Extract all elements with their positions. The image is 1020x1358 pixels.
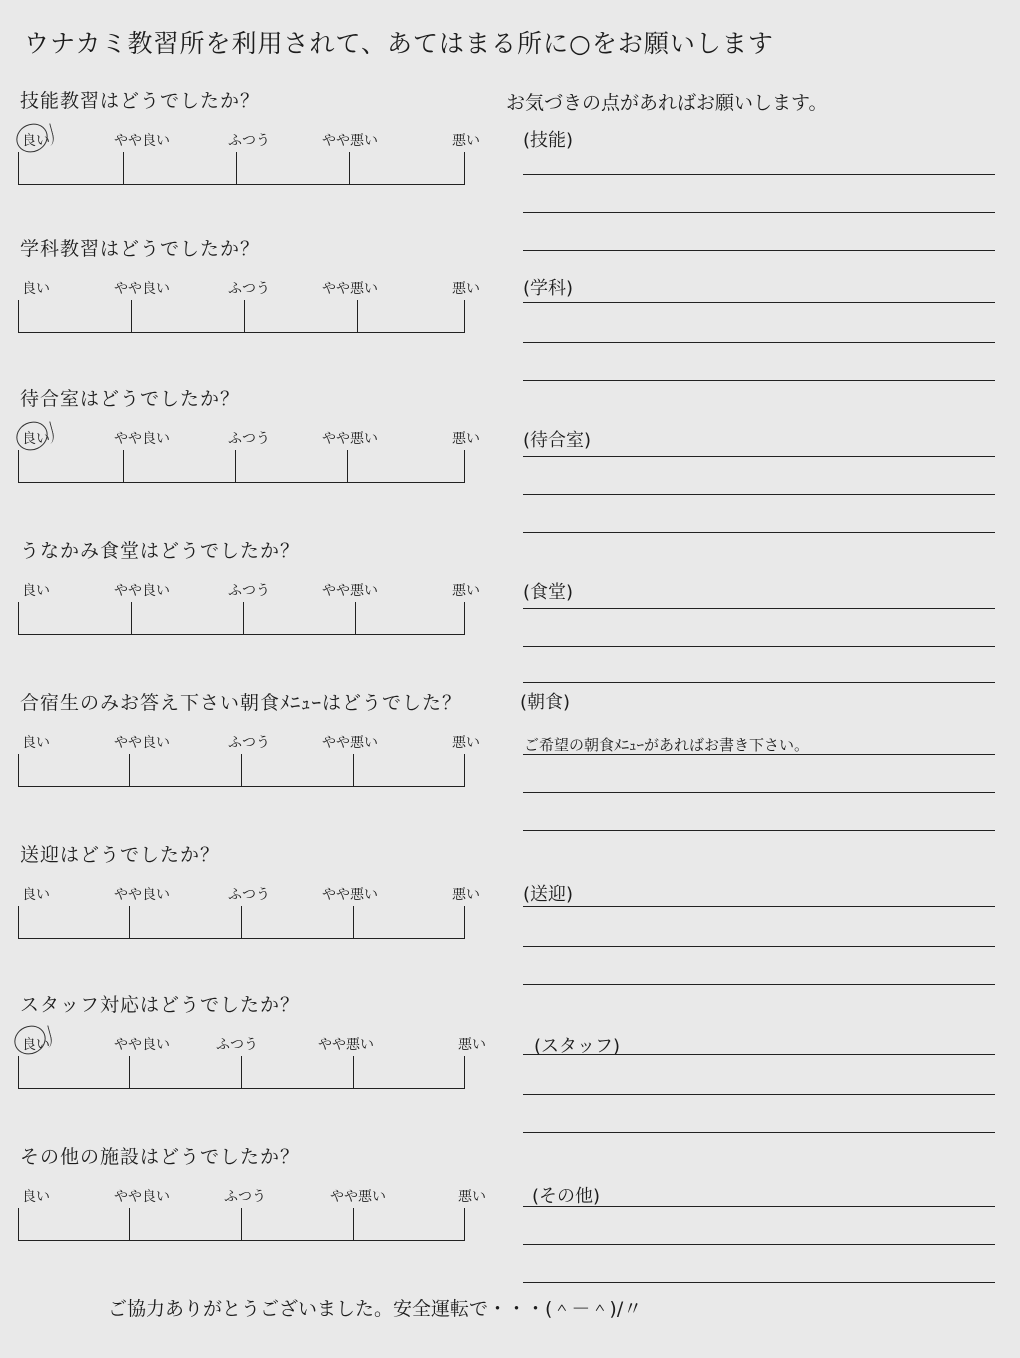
- rating-divider: [131, 300, 132, 332]
- rating-divider: [349, 152, 350, 184]
- footer-thanks: ご協力ありがとうございました。安全運転で・・・(＾－＾)/〃: [108, 1298, 643, 1320]
- rating-divider: [129, 906, 130, 938]
- comment-line[interactable]: [523, 250, 995, 251]
- rating-scale: [18, 130, 480, 186]
- question-text: 待合室はどうでしたか？: [20, 388, 241, 410]
- rating-label: 良い: [22, 281, 50, 297]
- comment-line[interactable]: [523, 380, 995, 381]
- comment-line[interactable]: [523, 212, 995, 213]
- rating-label: 良い: [22, 1189, 50, 1205]
- comment-line[interactable]: [523, 1094, 995, 1095]
- comment-line[interactable]: [523, 608, 995, 609]
- comment-line[interactable]: [523, 682, 995, 683]
- rating-label: 良い: [22, 583, 50, 599]
- rating-boxes[interactable]: [18, 1208, 465, 1241]
- rating-label: やや良い: [114, 887, 170, 903]
- rating-label: やや良い: [114, 735, 170, 751]
- rating-divider: [241, 1208, 242, 1240]
- rating-divider: [357, 300, 358, 332]
- comment-line[interactable]: [523, 494, 995, 495]
- comment-category: (技能): [523, 130, 574, 151]
- form-title: ウナカミ教習所を利用されて、あてはまる所に○をお願いします: [24, 29, 774, 58]
- rating-label: 良い: [22, 1037, 50, 1053]
- comment-line[interactable]: [523, 1206, 995, 1207]
- rating-label: やや悪い: [322, 887, 378, 903]
- comment-category: (食堂): [523, 582, 574, 603]
- rating-divider: [129, 1056, 130, 1088]
- comment-category: (朝食): [520, 692, 571, 713]
- comment-line[interactable]: [523, 1054, 995, 1055]
- rating-boxes[interactable]: [18, 152, 465, 185]
- rating-label: やや良い: [114, 281, 170, 297]
- rating-label: 良い: [22, 133, 50, 149]
- rating-scale: [18, 732, 480, 788]
- rating-divider: [129, 1208, 130, 1240]
- rating-boxes[interactable]: [18, 450, 465, 483]
- rating-label: やや悪い: [318, 1037, 374, 1053]
- comment-category: (学科): [523, 278, 574, 299]
- question-text: 送迎はどうでしたか？: [20, 844, 221, 866]
- comment-line[interactable]: [523, 1282, 995, 1283]
- rating-divider: [235, 450, 236, 482]
- comment-line[interactable]: [523, 946, 995, 947]
- comment-line[interactable]: [523, 302, 995, 303]
- rating-divider: [123, 152, 124, 184]
- comment-category: (送迎): [523, 884, 574, 905]
- rating-scale: [18, 428, 480, 484]
- comment-line[interactable]: [523, 532, 995, 533]
- rating-divider: [241, 906, 242, 938]
- rating-label: やや悪い: [322, 583, 378, 599]
- rating-label: 良い: [22, 431, 50, 447]
- rating-divider: [353, 906, 354, 938]
- comment-line[interactable]: [523, 174, 995, 175]
- rating-label: 悪い: [452, 431, 480, 447]
- rating-label: やや悪い: [322, 133, 378, 149]
- rating-scale: [18, 278, 480, 334]
- comment-line[interactable]: [523, 830, 995, 831]
- rating-label: やや良い: [114, 583, 170, 599]
- rating-label: ふつう: [228, 133, 270, 149]
- rating-label: ふつう: [216, 1037, 258, 1053]
- rating-label: 悪い: [458, 1037, 486, 1053]
- question-text: スタッフ対応はどうでしたか？: [20, 994, 301, 1016]
- rating-label: 悪い: [458, 1189, 486, 1205]
- comment-line[interactable]: [523, 1132, 995, 1133]
- rating-label: ふつう: [228, 583, 270, 599]
- rating-label: やや悪い: [322, 431, 378, 447]
- comment-category: (待合室): [523, 430, 592, 451]
- rating-divider: [353, 754, 354, 786]
- comment-line[interactable]: [523, 646, 995, 647]
- rating-scale: [18, 1186, 486, 1242]
- rating-scale: [18, 884, 480, 940]
- rating-label: 悪い: [452, 887, 480, 903]
- rating-boxes[interactable]: [18, 754, 465, 787]
- rating-label: やや悪い: [322, 735, 378, 751]
- comment-line[interactable]: [523, 456, 995, 457]
- rating-divider: [355, 602, 356, 634]
- question-text: その他の施設はどうでしたか？: [20, 1146, 301, 1168]
- comment-line[interactable]: [523, 342, 995, 343]
- rating-label: ふつう: [224, 1189, 266, 1205]
- rating-boxes[interactable]: [18, 1056, 465, 1089]
- rating-divider: [131, 602, 132, 634]
- question-text: うなかみ食堂はどうでしたか？: [20, 540, 301, 562]
- rating-divider: [243, 602, 244, 634]
- rating-divider: [123, 450, 124, 482]
- rating-label: 悪い: [452, 281, 480, 297]
- question-text: 合宿生のみお答え下さい朝食ﾒﾆｭｰはどうでした？: [20, 692, 463, 714]
- rating-label: やや良い: [114, 1037, 170, 1053]
- comment-line[interactable]: [523, 984, 995, 985]
- rating-divider: [347, 450, 348, 482]
- comment-line[interactable]: [523, 906, 995, 907]
- rating-label: 悪い: [452, 583, 480, 599]
- rating-label: ふつう: [228, 431, 270, 447]
- rating-label: 悪い: [452, 133, 480, 149]
- rating-boxes[interactable]: [18, 906, 465, 939]
- rating-label: やや悪い: [330, 1189, 386, 1205]
- comment-header: お気づきの点があればお願いします。: [506, 92, 828, 114]
- rating-label: やや悪い: [322, 281, 378, 297]
- comment-category: (スタッフ): [534, 1036, 621, 1057]
- rating-label: ふつう: [228, 281, 270, 297]
- question-text: 技能教習はどうでしたか？: [20, 90, 261, 112]
- comment-category: (その他): [532, 1186, 601, 1207]
- rating-divider: [236, 152, 237, 184]
- comment-line[interactable]: [523, 1244, 995, 1245]
- rating-label: やや良い: [114, 431, 170, 447]
- rating-scale: [18, 580, 480, 636]
- rating-label: ふつう: [228, 735, 270, 751]
- rating-divider: [353, 1208, 354, 1240]
- rating-label: ふつう: [228, 887, 270, 903]
- rating-divider: [241, 1056, 242, 1088]
- rating-label: やや良い: [114, 133, 170, 149]
- rating-label: やや良い: [114, 1189, 170, 1205]
- rating-label: 良い: [22, 887, 50, 903]
- rating-divider: [353, 1056, 354, 1088]
- comment-line[interactable]: [523, 792, 995, 793]
- question-text: 学科教習はどうでしたか？: [20, 238, 261, 260]
- rating-divider: [244, 300, 245, 332]
- rating-label: 悪い: [452, 735, 480, 751]
- rating-divider: [241, 754, 242, 786]
- rating-boxes[interactable]: [18, 300, 465, 333]
- rating-divider: [129, 754, 130, 786]
- breakfast-request-note: ご希望の朝食ﾒﾆｭｰがあればお書き下さい。: [524, 736, 810, 754]
- rating-boxes[interactable]: [18, 602, 465, 635]
- rating-scale: [18, 1034, 486, 1090]
- rating-label: 良い: [22, 735, 50, 751]
